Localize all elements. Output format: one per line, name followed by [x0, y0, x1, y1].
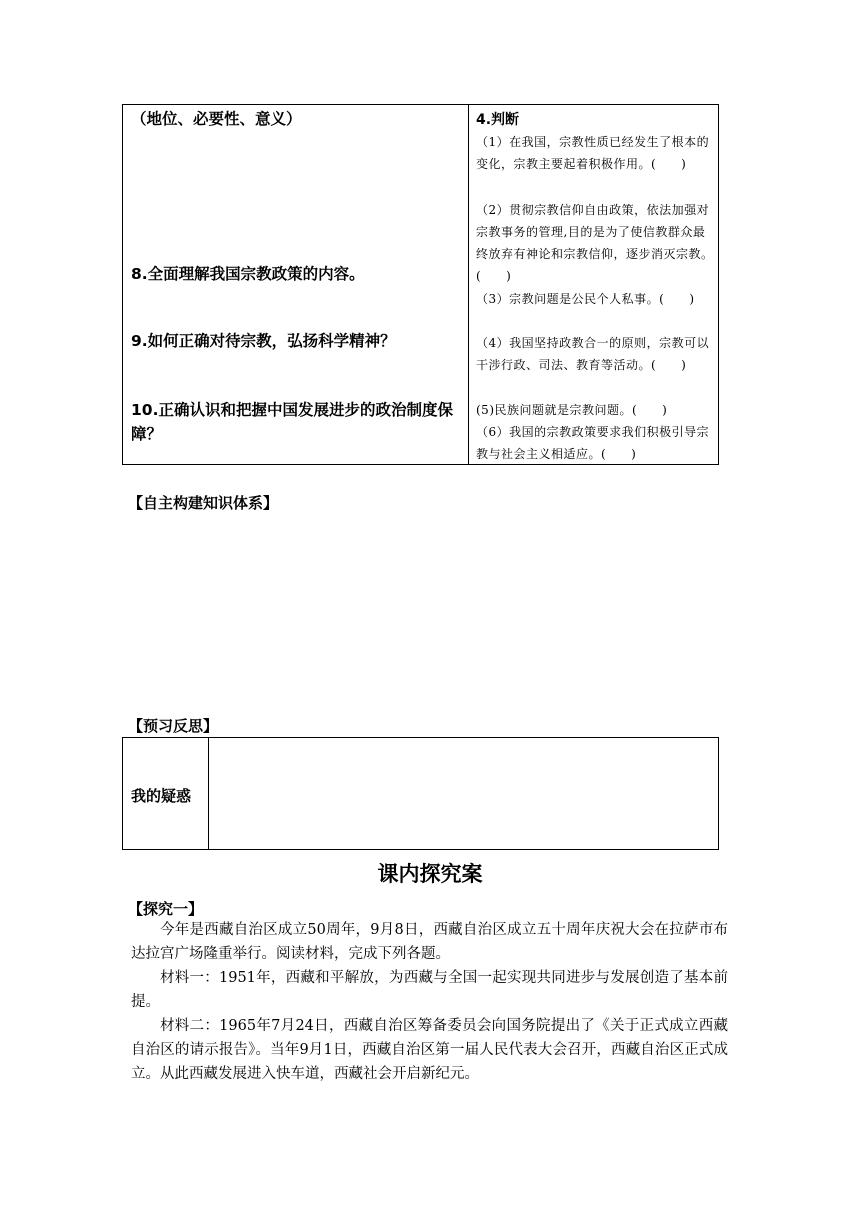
judgment-item-2: （2）贯彻宗教信仰自由政策，依法加强对宗教事务的管理,目的是为了使信教群众最终放弃有神论和宗教信仰，逐步消灭宗教。( ) — [476, 203, 714, 283]
judgment-heading: 4.判断 — [476, 112, 520, 128]
judgment-item-4: （4）我国坚持政教合一的原则，宗教可以干涉行政、司法、教育等活动。( ) — [476, 336, 710, 372]
case-title: 课内探究案 — [377, 862, 483, 886]
left-heading: （地位、必要性、意义） — [131, 110, 302, 128]
explore-1-heading: 【探究一】 — [128, 900, 204, 918]
doubt-answer-area[interactable] — [209, 738, 718, 849]
material-2: 材料二：1965年7月24日，西藏自治区筹备委员会向国务院提出了《关于正式成立西藏自治区的请示报告》。当年9月1日，西藏自治区第一届人民代表大会召开，西藏自治区正式成立。从此西藏发展进入快车道，西藏社会开启新纪元。 — [131, 1018, 728, 1082]
material-1: 材料一：1951年，西藏和平解放，为西藏与全国一起实现共同进步与发展创造了基本前提。 — [131, 970, 728, 1010]
judgment-item-6: （6）我国的宗教政策要求我们积极引导宗教与社会主义相适应。( ) — [476, 425, 710, 461]
explore-1-intro: 今年是西藏自治区成立50周年，9月8日，西藏自治区成立五十周年庆祝大会在拉萨市布达拉宫广场隆重举行。阅读材料，完成下列各题。 — [131, 922, 728, 962]
preview-reflect-heading: 【预习反思】 — [128, 717, 219, 735]
question-8: 8.全面理解我国宗教政策的内容。 — [131, 265, 365, 283]
review-table — [122, 104, 719, 465]
judgment-item-5: (5)民族问题就是宗教问题。( ) — [476, 403, 668, 417]
reflect-table — [122, 737, 719, 850]
column-divider — [468, 105, 469, 464]
self-build-heading: 【自主构建知识体系】 — [128, 494, 279, 512]
judgment-item-3: （3）宗教问题是公民个人私事。( ) — [476, 292, 695, 306]
question-10: 10.正确认识和把握中国发展进步的政治制度保障？ — [131, 401, 453, 443]
judgment-item-1: （1）在我国，宗教性质已经发生了根本的变化，宗教主要起着积极作用。( ) — [476, 135, 710, 171]
question-9: 9.如何正确对待宗教，弘扬科学精神？ — [131, 332, 396, 350]
my-doubt-label: 我的疑惑 — [131, 787, 192, 805]
